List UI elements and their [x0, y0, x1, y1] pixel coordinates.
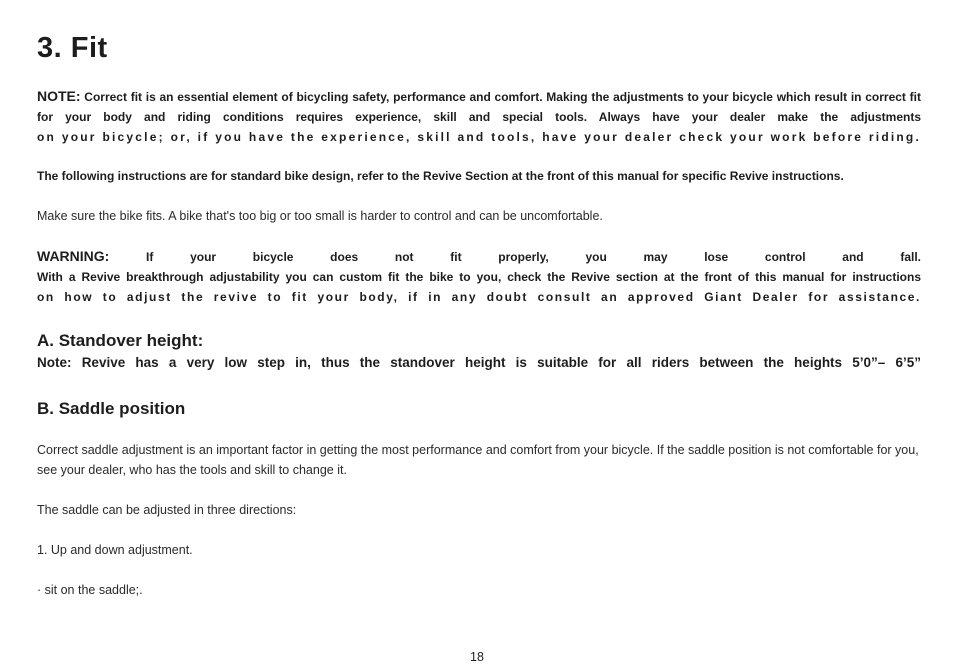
standover-height-note: Note: Revive has a very low step in, thus the standover height is suitable for all riders between the heights 5’0”– 6’5” [37, 355, 921, 370]
saddle-directions-text: The saddle can be adjusted in three directions: [37, 503, 297, 517]
warning-block [37, 246, 921, 307]
list-item-sit-on-saddle: · sit on the saddle;. [37, 583, 143, 597]
saddle-position-heading: B. Saddle position [37, 399, 186, 418]
warning-lead: WARNING: [37, 248, 110, 264]
revive-adjustability-text: With a Revive breakthrough adjustability you can custom fit the bike to you, check the Revive section at the front of this manual for instructions [37, 270, 921, 284]
page-number: 18 [470, 650, 484, 664]
standover-height-heading: A. Standover height: [37, 331, 204, 350]
standard-instructions: The following instructions are for standard bike design, refer to the Revive Section at the front of this manual for specific Revive instructions. [37, 169, 844, 183]
saddle-adjustment-text: Correct saddle adjustment is an important factor in getting the most performance and comfort from your bicycle. If the saddle position is not comfortable for you, see your dealer, who has the tools and skill to change it. [37, 443, 919, 477]
manual-page [37, 0, 921, 672]
note-text: Correct fit is an essential element of bicycling safety, performance and comfort. Making the adjustments to your bicycle which result in correct fit for your body and riding conditions requires experience, skill and special tools. Always have your dealer make the adjustments [37, 90, 921, 124]
warning-text: If your bicycle does not fit properly, you may lose control and fall. [146, 250, 922, 264]
revive-adjustability-last-line: on how to adjust the revive to fit your body, if in any doubt consult an approved Giant Dealer for assistance. [37, 290, 921, 304]
note-text-last-line: on your bicycle; or, if you have the experience, skill and tools, have your dealer check your work before riding. [37, 130, 921, 144]
note-lead: NOTE: [37, 88, 81, 104]
page-title: 3. Fit [37, 32, 108, 64]
fit-note [37, 86, 921, 147]
make-sure-text: Make sure the bike fits. A bike that's too big or too small is harder to control and can be uncomfortable. [37, 209, 603, 223]
list-item-up-down: 1. Up and down adjustment. [37, 543, 193, 557]
